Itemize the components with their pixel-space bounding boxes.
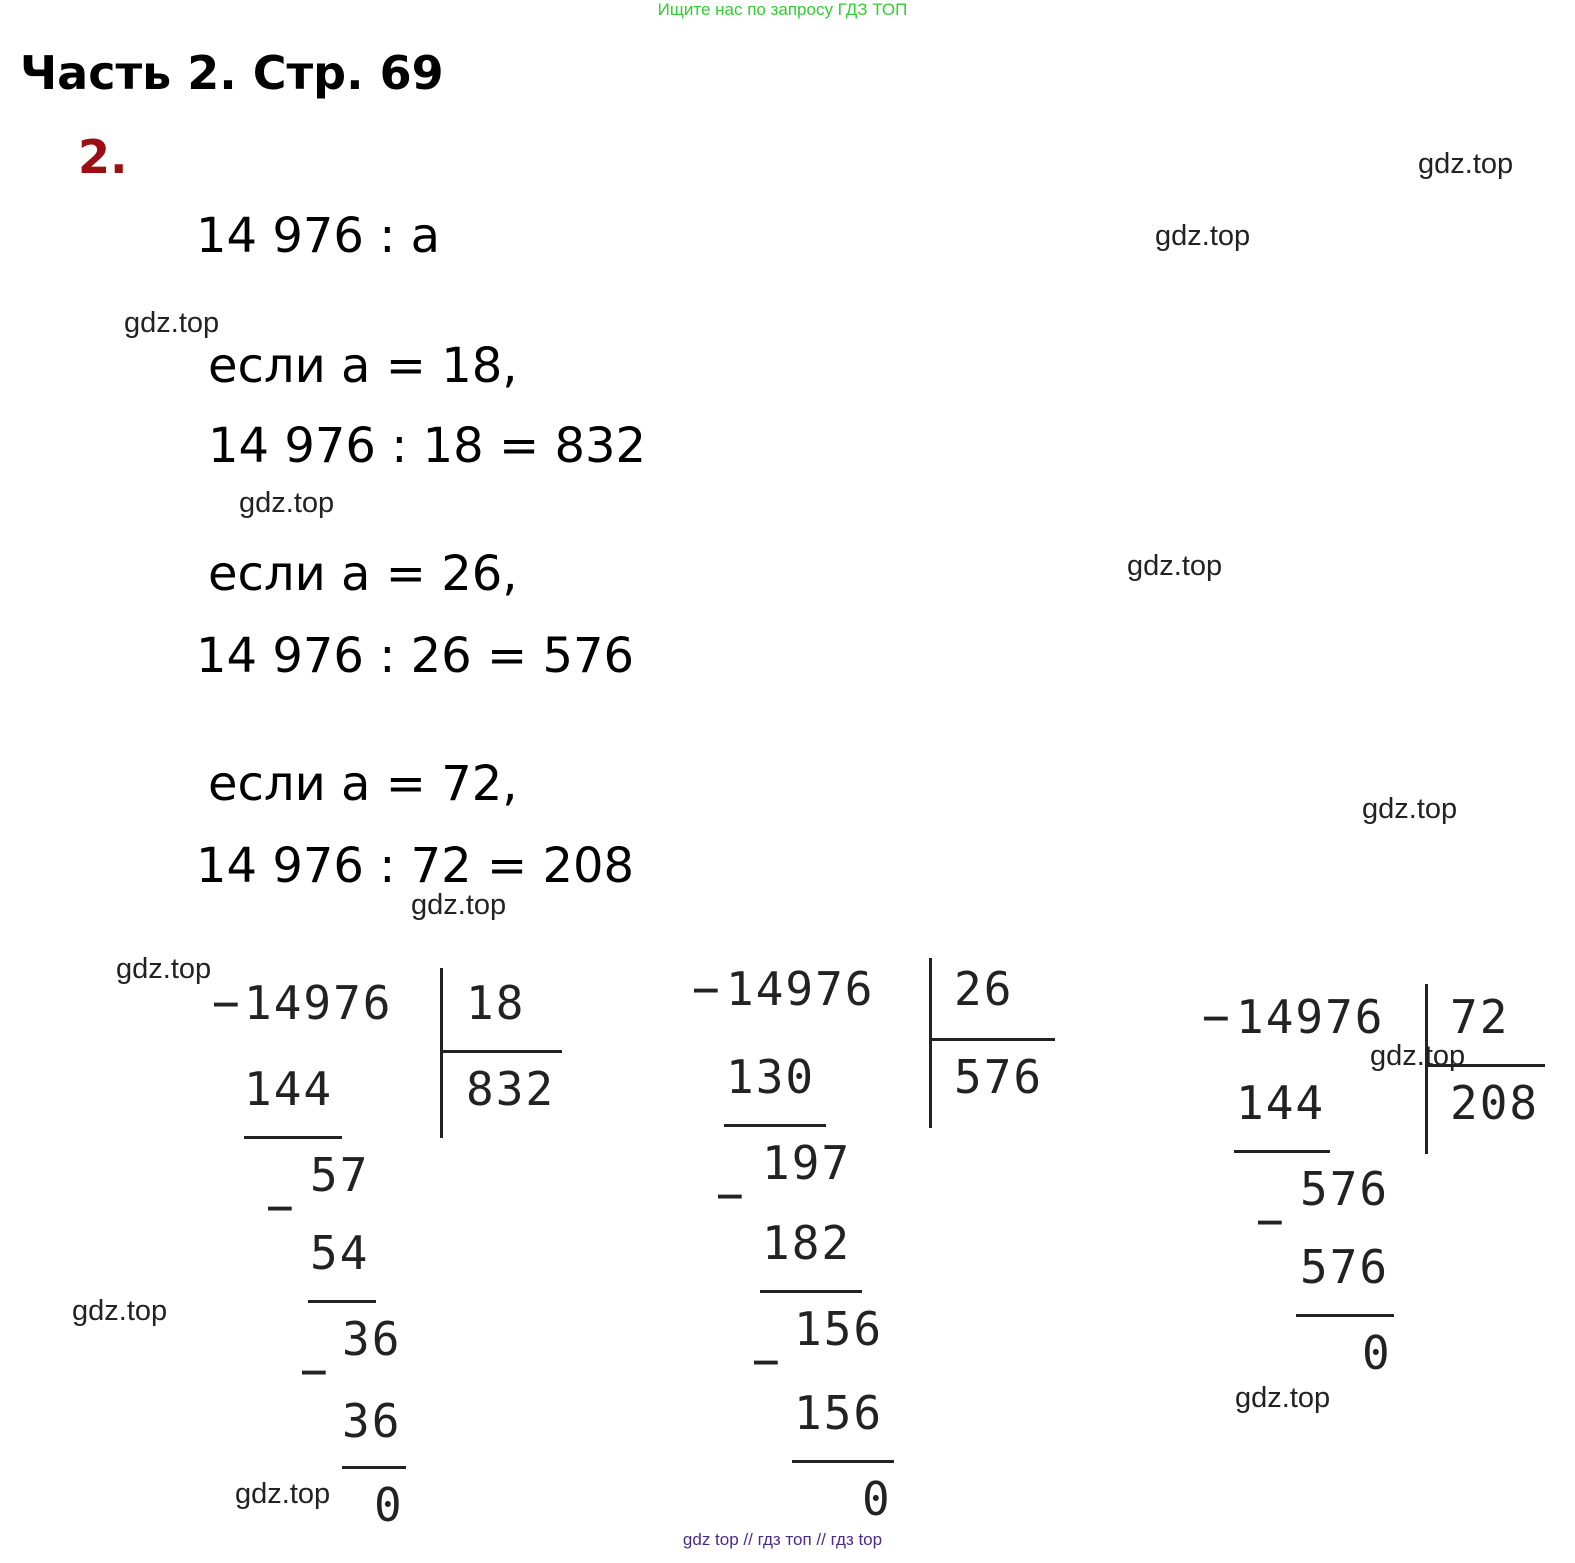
divisor: 72	[1450, 990, 1510, 1044]
quotient: 208	[1450, 1076, 1540, 1130]
watermark: gdz.top	[116, 953, 212, 985]
underline	[1296, 1314, 1394, 1317]
division-bracket-horizontal	[440, 1050, 562, 1053]
watermark: gdz.top	[1127, 550, 1223, 582]
case-2-equation: 14 976 : 26 = 576	[196, 628, 635, 684]
watermark: gdz.top	[1155, 220, 1251, 252]
watermark: gdz.top	[124, 307, 220, 339]
remainder: 156	[794, 1302, 884, 1356]
underline	[792, 1460, 894, 1463]
quotient: 832	[466, 1062, 556, 1116]
division-bracket-vertical	[440, 968, 443, 1138]
watermark: gdz.top	[411, 889, 507, 921]
main-expression: 14 976 : а	[196, 208, 441, 264]
subtrahend: 182	[762, 1216, 852, 1270]
page-heading: Часть 2. Стр. 69	[20, 46, 444, 100]
watermark: gdz.top	[1235, 1382, 1331, 1414]
minus-sign: −	[716, 1168, 744, 1222]
subtrahend: 576	[1300, 1240, 1390, 1294]
remainder: 36	[342, 1312, 402, 1366]
watermark: gdz.top	[1362, 793, 1458, 825]
subtrahend: 54	[310, 1226, 370, 1280]
underline	[308, 1300, 376, 1303]
watermark: gdz.top	[235, 1478, 331, 1510]
final-remainder: 0	[1362, 1326, 1392, 1380]
division-bracket-vertical	[929, 958, 932, 1128]
minus-sign: −	[752, 1334, 780, 1388]
subtrahend: 130	[726, 1050, 816, 1104]
final-remainder: 0	[374, 1478, 404, 1532]
watermark: gdz.top	[1370, 1040, 1466, 1072]
division-bracket-horizontal	[929, 1038, 1055, 1041]
divisor: 18	[466, 976, 526, 1030]
dividend: 14976	[726, 962, 875, 1016]
minus-sign: −	[1202, 990, 1230, 1044]
case-2-condition: если а = 26,	[208, 546, 518, 602]
dividend: 14976	[244, 976, 393, 1030]
case-1-equation: 14 976 : 18 = 832	[208, 418, 647, 474]
minus-sign: −	[266, 1180, 294, 1234]
minus-sign: −	[300, 1344, 328, 1398]
underline	[724, 1124, 826, 1127]
remainder: 576	[1300, 1162, 1390, 1216]
underline	[342, 1466, 406, 1469]
minus-sign: −	[692, 962, 720, 1016]
subtrahend: 144	[1236, 1076, 1326, 1130]
case-3-equation: 14 976 : 72 = 208	[196, 838, 635, 894]
minus-sign: −	[1256, 1194, 1284, 1248]
search-hint: Ищите нас по запросу ГДЗ ТОП	[657, 0, 908, 19]
remainder: 197	[762, 1136, 852, 1190]
watermark: gdz.top	[72, 1295, 168, 1327]
underline	[760, 1290, 862, 1293]
final-remainder: 0	[862, 1472, 892, 1526]
watermark: gdz.top	[239, 487, 335, 519]
subtrahend: 156	[794, 1386, 884, 1440]
case-1-condition: если а = 18,	[208, 338, 518, 394]
subtrahend: 36	[342, 1394, 402, 1448]
divisor: 26	[954, 962, 1014, 1016]
underline	[244, 1136, 342, 1139]
dividend: 14976	[1236, 990, 1385, 1044]
quotient: 576	[954, 1050, 1044, 1104]
underline	[1234, 1150, 1330, 1153]
task-number: 2.	[78, 130, 128, 184]
case-3-condition: если а = 72,	[208, 756, 518, 812]
subtrahend: 144	[244, 1062, 334, 1116]
remainder: 57	[310, 1148, 370, 1202]
watermark: gdz.top	[1418, 148, 1514, 180]
footer-note: gdz top // гдз топ // гдз top	[682, 1530, 883, 1549]
minus-sign: −	[212, 976, 240, 1030]
